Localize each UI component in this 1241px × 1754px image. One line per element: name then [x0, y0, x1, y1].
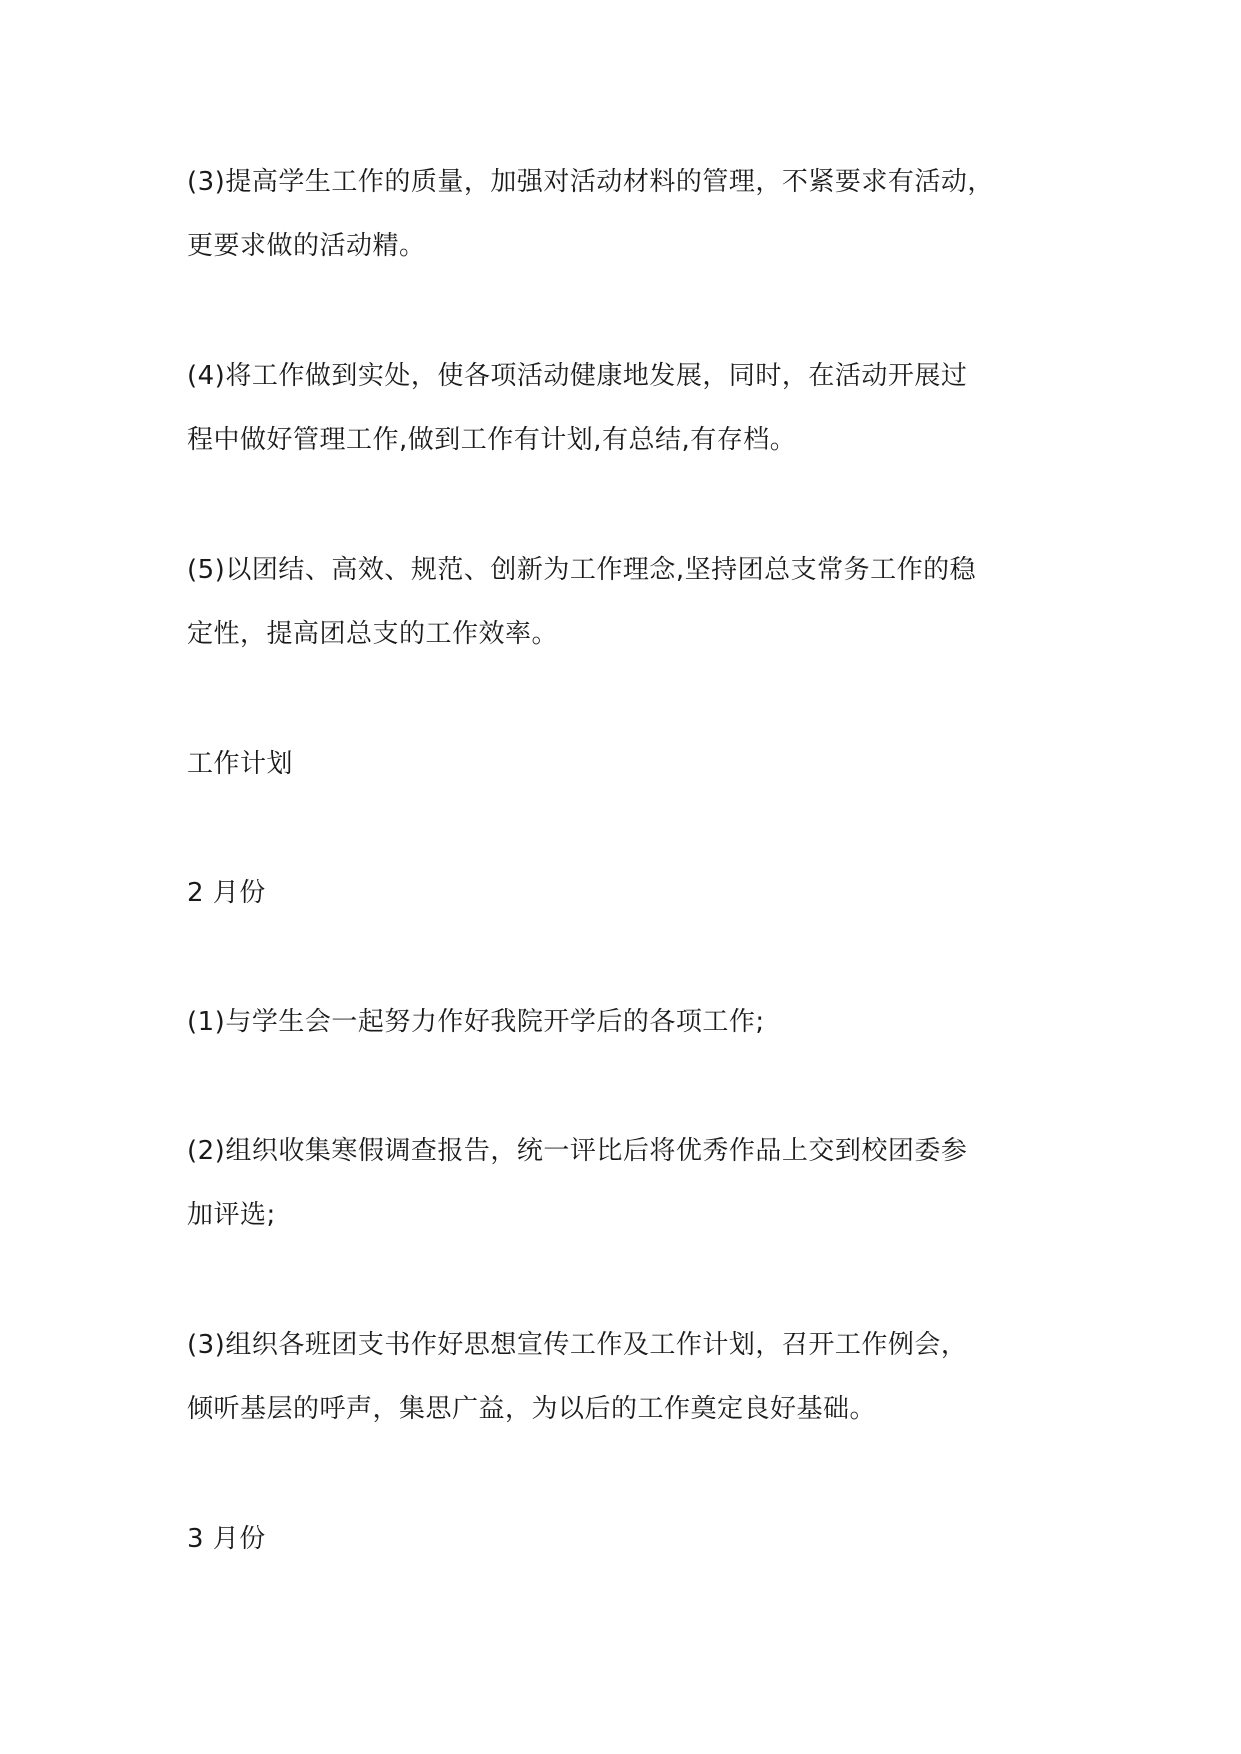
- text-line: (1)与学生会一起努力作好我院开学后的各项工作;: [187, 1007, 765, 1037]
- text-line: (5)以团结、高效、规范、创新为工作理念,坚持团总支常务工作的稳: [187, 555, 977, 585]
- text-line: 倾听基层的呼声，集思广益，为以后的工作奠定良好基础。: [187, 1394, 877, 1424]
- text-line: 加评选;: [187, 1200, 276, 1230]
- paragraph-feb-item-3: [187, 1313, 1067, 1441]
- text-line: 更要求做的活动精。: [187, 231, 426, 261]
- text-line: (2)组织收集寒假调查报告，统一评比后将优秀作品上交到校团委参: [187, 1136, 968, 1166]
- text-line: 3 月份: [187, 1524, 266, 1554]
- paragraph-feb-item-1: [187, 990, 1067, 1054]
- paragraph-feb-item-2: [187, 1119, 1067, 1247]
- month-heading-march: [187, 1507, 1067, 1571]
- text-line: 程中做好管理工作,做到工作有计划,有总结,有存档。: [187, 425, 797, 455]
- paragraph-improve-quality: [187, 150, 1067, 278]
- text-line: (4)将工作做到实处，使各项活动健康地发展，同时，在活动开展过: [187, 361, 968, 391]
- text-line: (3)提高学生工作的质量，加强对活动材料的管理，不紧要求有活动，: [187, 167, 994, 197]
- month-heading-february: [187, 861, 1067, 925]
- text-line: 定性，提高团总支的工作效率。: [187, 619, 559, 649]
- text-line: (3)组织各班团支书作好思想宣传工作及工作计划，召开工作例会，: [187, 1330, 968, 1360]
- paragraph-practical-work: [187, 344, 1067, 472]
- section-heading-work-plan: [187, 732, 1067, 796]
- paragraph-work-philosophy: [187, 538, 1067, 666]
- text-line: 工作计划: [187, 749, 294, 779]
- text-line: 2 月份: [187, 878, 266, 908]
